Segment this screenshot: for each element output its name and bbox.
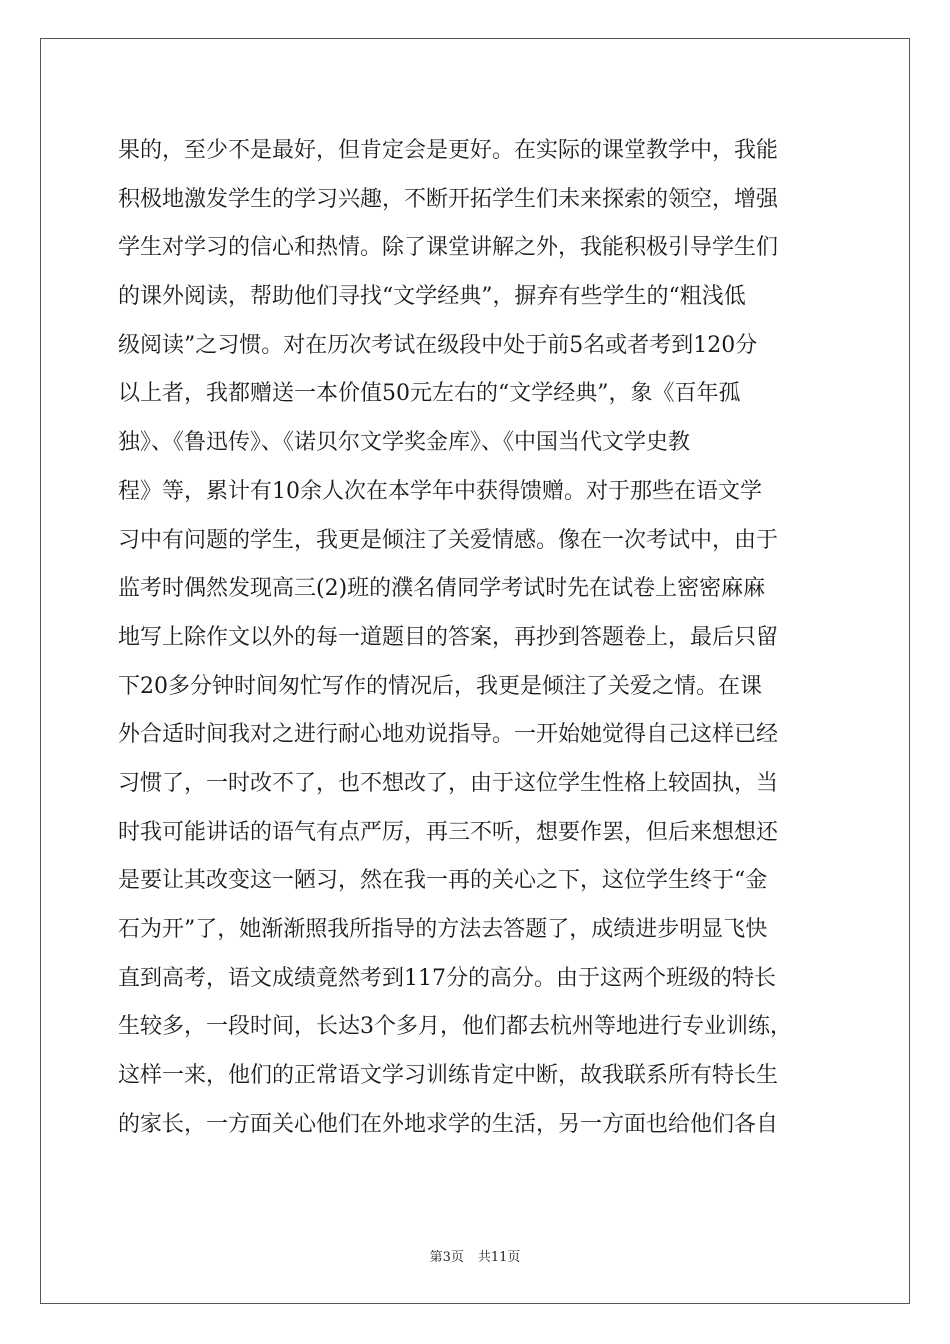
text-line: 级阅读”之习惯。对在历次考试在级段中处于前5名或者考到120分 <box>118 332 758 358</box>
text-line: 生较多，一段时间，长达3个多月，他们都去杭州等地进行专业训练， <box>118 1014 792 1040</box>
text-line: 地写上除作文以外的每一道题目的答案，再抄到答题卷上，最后只留 <box>118 624 779 650</box>
text-line: 是要让其改变这一陋习，然在我一再的关心之下，这位学生终于“金 <box>118 868 768 894</box>
text-line: 监考时偶然发现高三(2)班的濮名倩同学考试时先在试卷上密密麻麻 <box>118 576 766 602</box>
text-line: 下20多分钟时间匆忙写作的情况后，我更是倾注了关爱之情。在课 <box>118 673 762 699</box>
text-line: 独》、《鲁迅传》、《诺贝尔文学奖金库》、《中国当代文学史教 <box>118 430 691 456</box>
text-line: 石为开”了，她渐渐照我所指导的方法去答题了，成绩进步明显飞快 <box>118 917 768 942</box>
text-line: 习惯了，一时改不了，也不想改了，由于这位学生性格上较固执，当 <box>118 770 779 796</box>
page-footer <box>0 1246 950 1265</box>
text-line: 的课外阅读，帮助他们寻找“文学经典”，摒弃有些学生的“粗浅低 <box>118 284 746 310</box>
text-line: 的家长，一方面关心他们在外地求学的生活，另一方面也给他们各自 <box>118 1111 779 1137</box>
text-line: 程》等，累计有10余人次在本学年中获得馈赠。对于那些在语文学 <box>118 478 762 504</box>
text-line: 外合适时间我对之进行耐心地劝说指导。一开始她觉得自己这样已经 <box>118 722 779 748</box>
text-line: 果的，至少不是最好，但肯定会是更好。在实际的课堂教学中，我能 <box>118 138 779 163</box>
text-line: 以上者，我都赠送一本价值50元左右的“文学经典”，象《百年孤 <box>118 381 741 407</box>
text-line: 积极地激发学生的学习兴趣，不断开拓学生们未来探索的领空，增强 <box>118 186 779 212</box>
page-number: 第3页 <box>429 1250 464 1265</box>
text-line: 习中有问题的学生，我更是倾注了关爱情感。像在一次考试中，由于 <box>118 527 779 553</box>
document-body <box>118 127 838 1149</box>
text-line: 时我可能讲话的语气有点严厉，再三不听，想要作罢，但后来想想还 <box>118 819 779 845</box>
page-total: 共11页 <box>477 1250 521 1265</box>
text-line: 直到高考，语文成绩竟然考到117分的高分。由于这两个班级的特长 <box>118 965 776 991</box>
text-line: 这样一来，他们的正常语文学习训练肯定中断，故我联系所有特长生 <box>118 1063 779 1089</box>
text-line: 学生对学习的信心和热情。除了课堂讲解之外，我能积极引导学生们 <box>118 235 779 261</box>
